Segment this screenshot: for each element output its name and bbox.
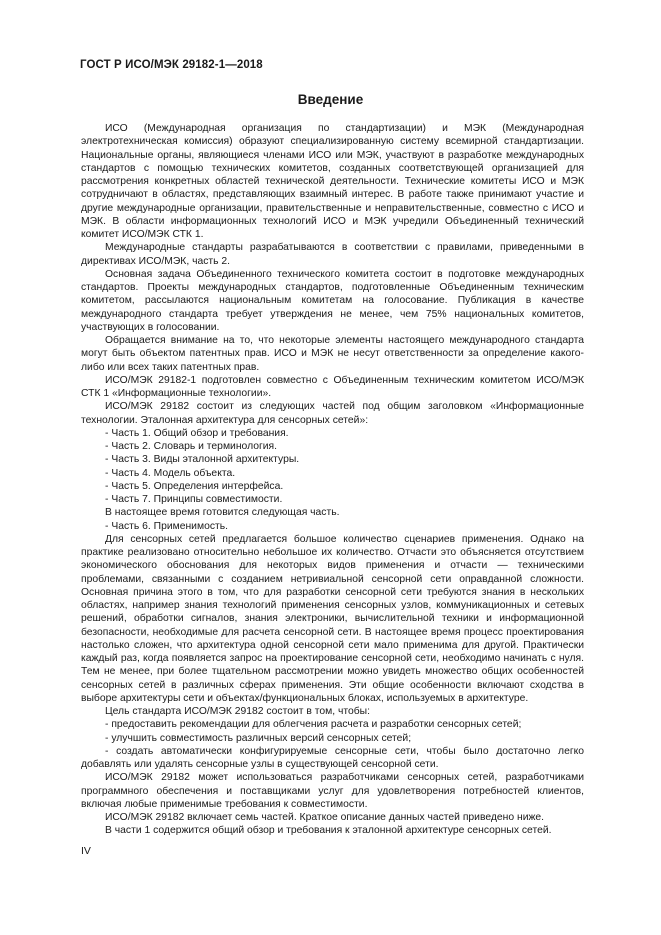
list-item: - Часть 7. Принципы совместимости.	[105, 494, 283, 505]
paragraph: В настоящее время готовится следующая часть.	[105, 507, 340, 519]
list-item: - Часть 3. Виды эталонной архитектуры.	[105, 454, 300, 466]
paragraph: Основная задача Объединенного технического комитета состоит в подготовке международных стандартов. Проекты международных стандартов, подготовленные Объединенным техническим комитетом, рассылаются национальным комитетам на голосование. Публикация в качестве международного стандарта требует утверждения не менее, чем 75% национальных комитетов, участвующих в голосовании.	[81, 268, 584, 333]
list-item: - Часть 1. Общий обзор и требования.	[105, 427, 289, 439]
list-item: - Часть 6. Применимость.	[105, 520, 228, 532]
paragraph: ИСО (Международная организация по стандартизации) и МЭК (Международная электротехническая комиссия) образуют специализированную систему всемирной стандартизации. Национальные органы, являющиеся членами ИСО или МЭК, участвуют в разработке международных стандартов с помощью технических комитетов, созданных соответствующей организацией для рассмотрения конкретных областей технической деятельности. Технические комитеты ИСО и МЭК сотрудничают в областях, представляющих взаимный интерес. В работе также принимают участие и другие международные организации, правительственные и неправительственные, совместно с ИСО и МЭК. В области информационных технологий ИСО и МЭК учредили Объединенный технический комитет ИСО/МЭК СТК 1.	[81, 123, 584, 240]
paragraph: Для сенсорных сетей предлагается большое количество сценариев применения. Однако на практике реализовано относительно небольшое их количество. Отчасти это объясняется отсутствием экономического обоснования для некоторых видов применения и отчасти — техническими проблемами, связанными с созданием нетривиальной сенсорной сети оправданной сложности. Основная причина этого в том, что для разработки сенсорной сети требуются знания в нескольких областях, например знания технологий применения сенсорных узлов, коммуникационных и сетевых решений, обработки сигналов, знания электроники, вычислительной техники и информационной безопасности, необходимые для расчета сенсорной сети. В настоящее время процесс проектирования настолько сложен, что архитектура одной сенсорной сети мало применима для другой. Практически каждый раз, когда появляется запрос на проектирование сенсорной сети, необходимо начинать с нуля. Тем не менее, при более тщательном рассмотрении можно увидеть множество общих особенностей сенсорных сетей в различных сферах применения. Эти общие особенности включают сходства в выборе архитектуры сети и объектах/функциональных блоках, используемых в архитектуре.	[81, 533, 584, 704]
paragraph: ИСО/МЭК 29182 включает семь частей. Краткое описание данных частей приведено ниже.	[105, 812, 545, 823]
list-item: - Часть 4. Модель объекта.	[105, 467, 236, 479]
paragraph: Цель стандарта ИСО/МЭК 29182 состоит в том, чтобы:	[105, 706, 370, 717]
paragraph: ИСО/МЭК 29182 состоит из следующих частей под общим заголовком «Информационные технологии. Эталонная архитектура для сенсорных сетей»:	[81, 401, 584, 426]
section-title: Введение	[297, 92, 364, 107]
list-item: - предоставить рекомендации для облегчения расчета и разработки сенсорных сетей;	[105, 719, 522, 731]
paragraph: Международные стандарты разрабатываются в соответствии с правилами, приведенными в директивах ИСО/МЭК, часть 2.	[81, 242, 584, 267]
page-number: IV	[81, 845, 91, 857]
list-item: - улучшить совместимость различных версий сенсорных сетей;	[105, 732, 412, 744]
paragraph: ИСО/МЭК 29182-1 подготовлен совместно с Объединенным техническим комитетом ИСО/МЭК СТК 1 «Информационные технологии».	[81, 374, 584, 399]
paragraph: ИСО/МЭК 29182 может использоваться разработчиками сенсорных сетей, разработчиками программного обеспечения и поставщиками услуг для удовлетворения потребностей клиентов, включая любые применимые требования к совместимости.	[81, 772, 584, 810]
list-item: - Часть 2. Словарь и терминология.	[105, 441, 277, 452]
list-item: - Часть 5. Определения интерфейса.	[105, 480, 284, 492]
paragraph: Обращается внимание на то, что некоторые элементы настоящего международного стандарта могут быть объектом патентных прав. ИСО и МЭК не несут ответственности за определение какого-либо или всех таких патентных прав.	[81, 335, 584, 373]
document-header: ГОСТ Р ИСО/МЭК 29182-1—2018	[80, 59, 263, 71]
paragraph: В части 1 содержится общий обзор и требования к эталонной архитектуре сенсорных сетей.	[105, 825, 552, 837]
document-body	[81, 122, 584, 838]
list-item: - создать автоматически конфигурируемые сенсорные сети, чтобы было достаточно легко добавлять или удалять сенсорные узлы в существующей сенсорной сети.	[81, 745, 584, 770]
